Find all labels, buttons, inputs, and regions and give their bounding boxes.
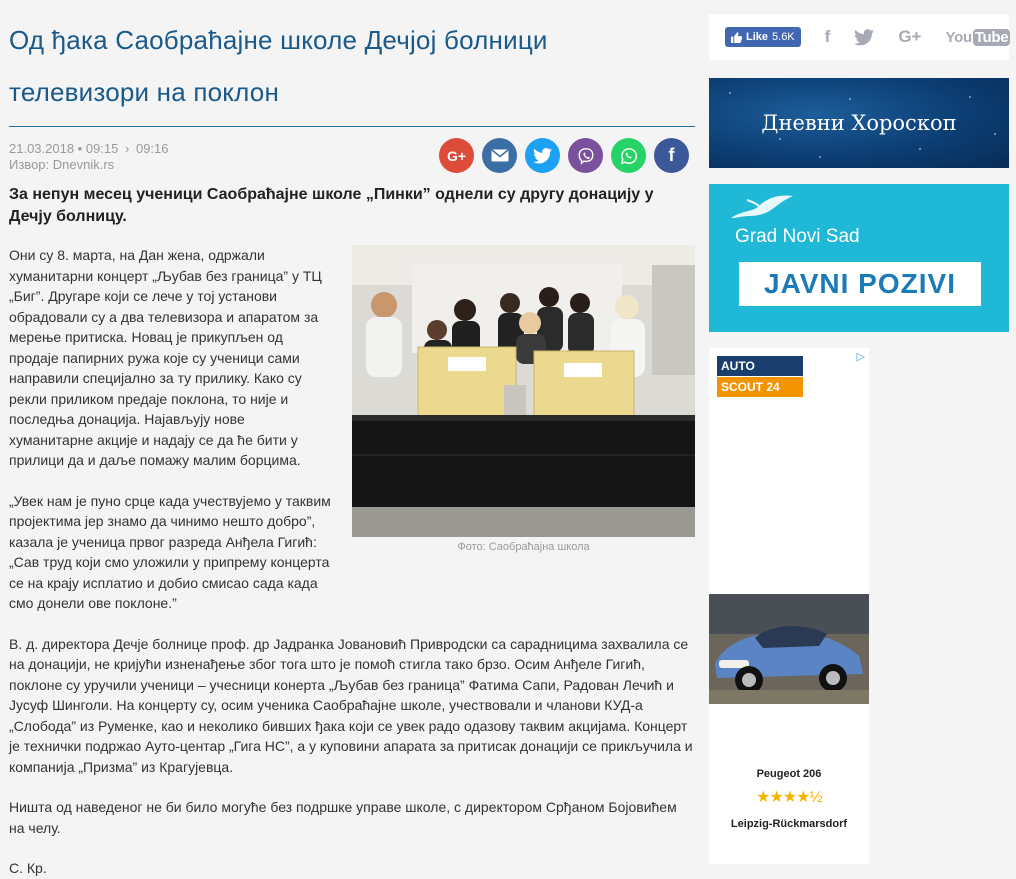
youtube-you: You	[945, 28, 972, 46]
car-model: Peugeot 206	[756, 768, 822, 780]
google-plus-share-button[interactable]	[439, 138, 474, 173]
chevron-right-icon: ›	[125, 141, 130, 156]
decoration-star	[819, 156, 821, 158]
photo-caption: Фото: Саобраћајна школа	[457, 541, 590, 553]
article-body	[9, 245, 695, 879]
twitter-icon	[533, 148, 552, 164]
article-photo[interactable]	[352, 245, 695, 537]
article-date: 21.03.2018 • 09:15	[9, 141, 119, 156]
facebook-like-button[interactable]	[725, 27, 801, 47]
novi-sad-banner[interactable]	[709, 184, 1009, 332]
article-source: Извор: Dnevnik.rs	[9, 157, 115, 172]
article-signature: С. Кр.	[9, 860, 47, 876]
email-share-button[interactable]	[482, 138, 517, 173]
novi-sad-city-label: Grad Novi Sad	[735, 226, 860, 247]
autoscout-ad[interactable]	[709, 348, 869, 864]
article-paragraph: Они су 8. марта, на Дан жена, одржали хуманитарни концерт „Љубав без граница” у ТЦ „Биг”. Другаре који се лече у тој установи обрадовали су а два телевизора и апаратом за мерење притиска. Новац је прикупљен од продаје папирних ружа које су ученици сами направили специјално за ту прилику. Како су рекли приликом предаје поклона, то није и последња донација. Најављују нове хуманитарне акције и надају се да ће бити у прилици да и даље помажу малим борцима.	[9, 247, 322, 468]
article-meta-row	[9, 141, 695, 187]
article	[9, 14, 695, 879]
decoration-star	[969, 96, 971, 98]
article-paragraph: „Увек нам је пуно срце када учествујемо у таквим пројектима јер знамо да чинимо нешто добро”, казала је ученица првог разреда Анђела Гигић: „Сав труд који смо уложили у припрему концерта се на крају исплатио и добио смисао сада када смо донели ове поклоне.”	[9, 492, 331, 611]
facebook-icon: f	[668, 145, 675, 165]
thumbs-up-icon	[731, 32, 742, 43]
whatsapp-icon	[620, 147, 638, 165]
horoscope-label: Дневни Хороскоп	[761, 111, 957, 135]
article-title: Од ђака Саобраћајне школе Дечјој болници телевизори на поклон	[9, 14, 695, 127]
article-paragraph: В. д. директора Дечје болнице проф. др Јадранка Јовановић Привродски са сарадницима захвалила се на донацији, не кријући изненађење због тога што је помоћ стигла тако брзо. Осим Анђеле Гигић, поклоне су уручили ученици – учесници конерта „Љубав без граница” Фатима Сапи, Радован Лечић и Јусуф Шинголи. На концерту су, осим ученика Саобраћајне школе, учествовали и чланови КУД-а „Слобода” из Руменке, као и неколико бивших ђака који се увек радо одазову таквим акцијама. Концерт је технички подржао Ауто-центар „Гига НС”, а у куповини апарата за притисак донацији се прикључила и компанија „Призма” из Крагујевца.	[9, 635, 693, 775]
share-buttons	[439, 138, 689, 173]
decoration-star	[994, 133, 996, 135]
whatsapp-share-button[interactable]	[611, 138, 646, 173]
autoscout-logo-bottom: SCOUT 24	[717, 377, 803, 397]
google-plus-icon[interactable]: G+	[898, 27, 922, 46]
horoscope-banner[interactable]	[709, 78, 1009, 168]
autoscout-logo-top: AUTO	[717, 356, 803, 376]
mail-icon	[491, 149, 509, 162]
article-figure	[352, 245, 695, 553]
decoration-star	[919, 148, 921, 150]
car-location: Leipzig-Rückmarsdorf	[730, 818, 848, 830]
car-illustration	[709, 594, 869, 704]
decoration-star	[729, 92, 731, 94]
facebook-like-count: 5.6K	[772, 31, 795, 43]
viber-share-button[interactable]	[568, 138, 603, 173]
dove-icon	[727, 190, 797, 226]
viber-icon	[577, 147, 595, 165]
decoration-star	[849, 98, 851, 100]
car-photo[interactable]	[709, 594, 869, 704]
photo-illustration	[352, 245, 695, 537]
article-updated: 09:16	[135, 141, 169, 156]
rating-stars: ★★★★½	[756, 789, 822, 806]
facebook-like-label: Like	[746, 31, 769, 43]
article-paragraph: Ништа од наведеног не би било могуће без подршке управе школе, с директором Срђаном Бојовићем на челу.	[9, 799, 677, 836]
decoration-star	[779, 138, 781, 140]
javni-pozivi-label: JAVNI POZIVI	[739, 262, 981, 306]
social-bar	[709, 14, 1009, 60]
article-lead: За непун месец ученици Саобраћајне школе „Пинки” однели су другу донацију у Дечју болницу.	[9, 186, 654, 225]
facebook-icon[interactable]: f	[824, 27, 831, 46]
adchoices-icon[interactable]: ▷	[856, 351, 865, 363]
google-plus-icon: G+	[446, 147, 467, 164]
twitter-share-button[interactable]	[525, 138, 560, 173]
youtube-icon[interactable]: You Tube	[945, 28, 1009, 46]
twitter-icon[interactable]	[854, 29, 874, 46]
facebook-share-button[interactable]	[654, 138, 689, 173]
